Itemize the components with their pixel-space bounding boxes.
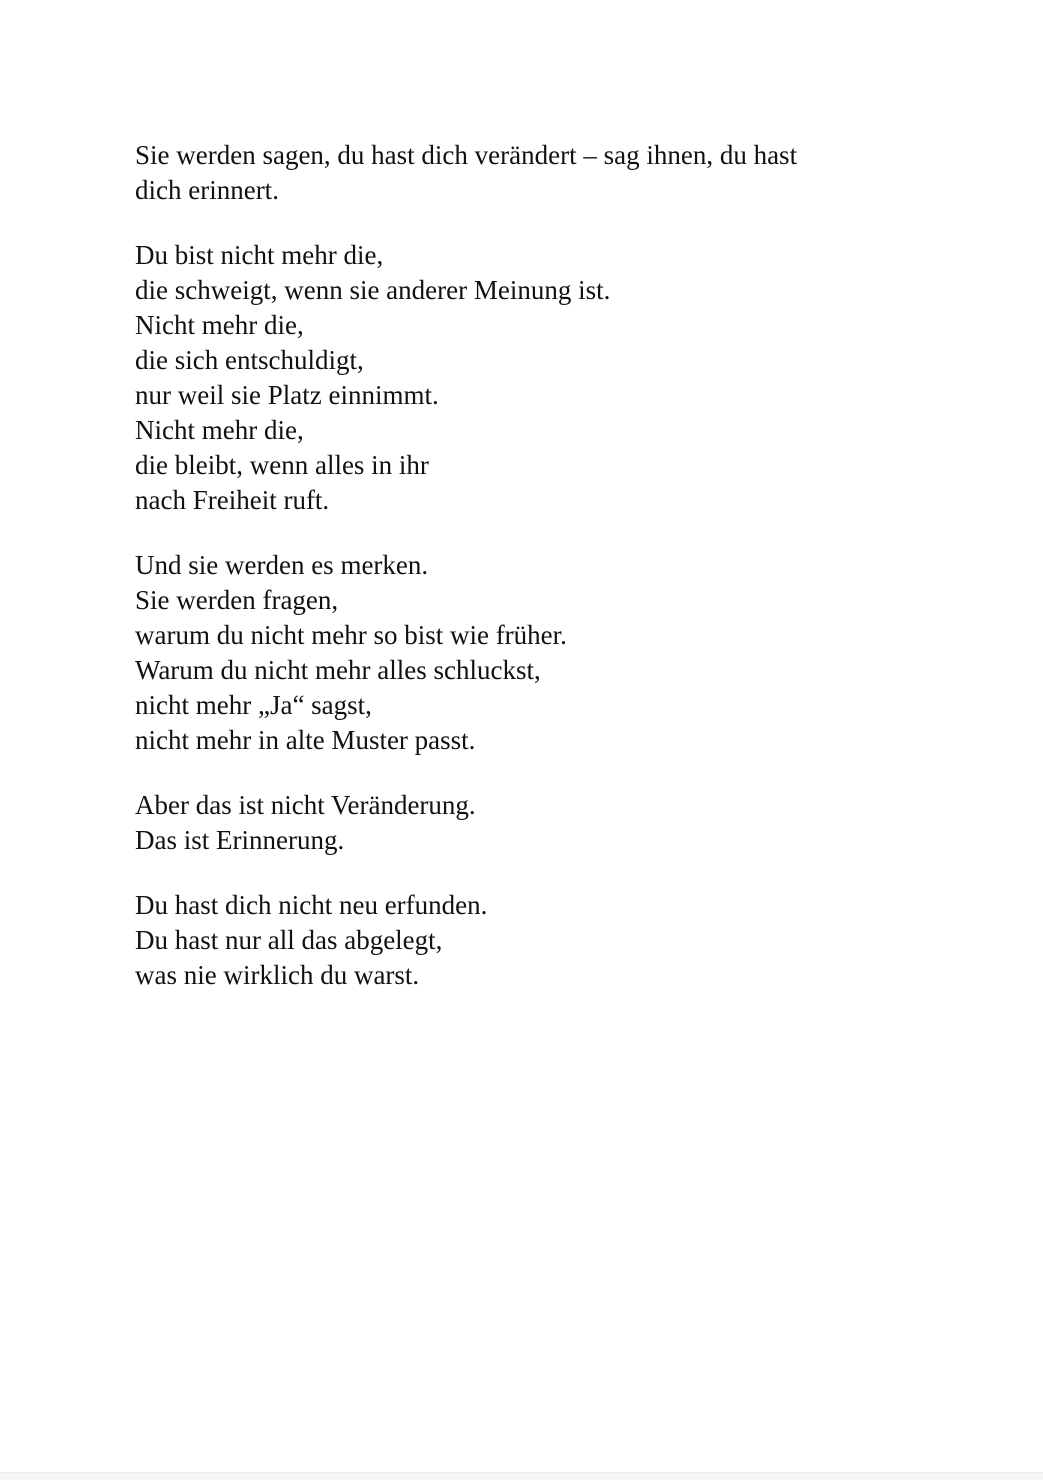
stanza-4 bbox=[135, 788, 895, 858]
poem-line: Warum du nicht mehr alles schluckst, bbox=[135, 655, 541, 685]
poem-line: Sie werden fragen, bbox=[135, 585, 339, 615]
poem-line: die bleibt, wenn alles in ihr bbox=[135, 450, 429, 480]
poem-line: Und sie werden es merken. bbox=[135, 550, 429, 580]
poem-line: Sie werden sagen, du hast dich verändert – sag ihnen, du hast bbox=[135, 140, 798, 170]
poem-line: nicht mehr „Ja“ sagst, bbox=[135, 690, 372, 720]
poem-line: die sich entschuldigt, bbox=[135, 345, 364, 375]
poem-line: nur weil sie Platz einnimmt. bbox=[135, 380, 439, 410]
stanza-5 bbox=[135, 888, 895, 993]
poem-line: Du hast nur all das abgelegt, bbox=[135, 925, 443, 955]
stanza-2 bbox=[135, 238, 895, 518]
poem-line: Du hast dich nicht neu erfunden. bbox=[135, 890, 488, 920]
poem-line: Du bist nicht mehr die, bbox=[135, 240, 384, 270]
poem-line: warum du nicht mehr so bist wie früher. bbox=[135, 620, 567, 650]
stanza-1 bbox=[135, 138, 895, 208]
poem-line: dich erinnert. bbox=[135, 175, 279, 205]
stanza-3 bbox=[135, 548, 895, 758]
poem-line: Nicht mehr die, bbox=[135, 310, 304, 340]
poem-line: Aber das ist nicht Veränderung. bbox=[135, 790, 476, 820]
poem-line: Nicht mehr die, bbox=[135, 415, 304, 445]
poem-text bbox=[135, 138, 895, 993]
poem-line: die schweigt, wenn sie anderer Meinung ist. bbox=[135, 275, 611, 305]
poem-line: was nie wirklich du warst. bbox=[135, 960, 420, 990]
page-bottom-edge bbox=[0, 1472, 1043, 1480]
poem-line: nach Freiheit ruft. bbox=[135, 485, 330, 515]
poem-line: nicht mehr in alte Muster passt. bbox=[135, 725, 476, 755]
poem-line: Das ist Erinnerung. bbox=[135, 825, 345, 855]
